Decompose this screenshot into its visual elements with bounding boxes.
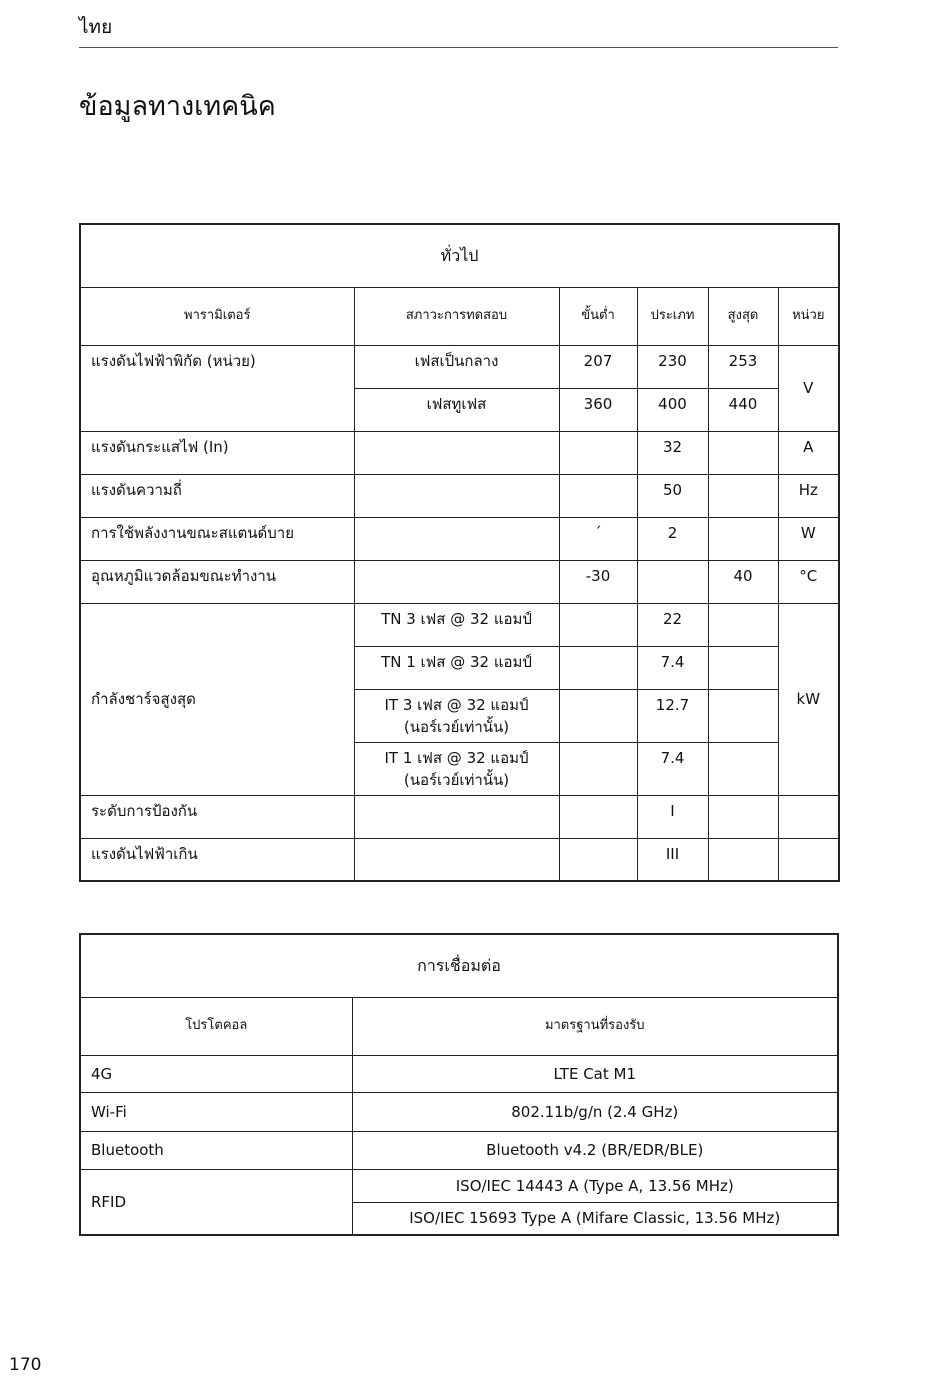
min-value xyxy=(559,431,637,474)
standard-cell: ISO/IEC 15693 Type A (Mifare Classic, 13.56 MHz) xyxy=(352,1202,838,1235)
test-condition xyxy=(354,689,559,742)
column-header: ประเภท xyxy=(637,287,708,345)
min-value xyxy=(559,689,637,742)
column-header: โปรโตคอล xyxy=(80,997,352,1055)
max-value: 253 xyxy=(708,345,778,388)
test-condition xyxy=(354,474,559,517)
general-specs-table xyxy=(79,223,840,882)
table-row xyxy=(80,603,839,646)
typ-value: III xyxy=(637,838,708,881)
unit-value: V xyxy=(778,345,839,431)
column-header: สภาวะการทดสอบ xyxy=(354,287,559,345)
table-row xyxy=(80,345,839,388)
header-divider xyxy=(79,47,838,48)
max-value xyxy=(708,795,778,838)
min-value xyxy=(559,474,637,517)
parameter-label: ระดับการป้องกัน xyxy=(80,795,354,838)
page-number: 170 xyxy=(9,1355,42,1375)
table-caption: ทั่วไป xyxy=(80,224,839,287)
table-row xyxy=(80,431,839,474)
test-condition: TN 1 เฟส @ 32 แอมป์ xyxy=(354,646,559,689)
unit-value: W xyxy=(778,517,839,560)
max-value xyxy=(708,517,778,560)
typ-value: 50 xyxy=(637,474,708,517)
test-condition: เฟสเป็นกลาง xyxy=(354,345,559,388)
min-value: ´ xyxy=(559,517,637,560)
max-value xyxy=(708,689,778,742)
parameter-label: แรงดันความถี่ xyxy=(80,474,354,517)
max-value: 40 xyxy=(708,560,778,603)
max-value xyxy=(708,742,778,795)
parameter-label: อุณหภูมิแวดล้อมขณะทำงาน xyxy=(80,560,354,603)
min-value: -30 xyxy=(559,560,637,603)
column-header: พารามิเตอร์ xyxy=(80,287,354,345)
standard-cell: Bluetooth v4.2 (BR/EDR/BLE) xyxy=(352,1131,838,1169)
max-value: 440 xyxy=(708,388,778,431)
table-header-row xyxy=(80,997,838,1055)
typ-value: I xyxy=(637,795,708,838)
test-condition: TN 3 เฟส @ 32 แอมป์ xyxy=(354,603,559,646)
min-value: 207 xyxy=(559,345,637,388)
typ-value: 12.7 xyxy=(637,689,708,742)
connectivity-table xyxy=(79,933,839,1236)
protocol-cell: Wi-Fi xyxy=(80,1092,352,1131)
parameter-label: แรงดันไฟฟ้าพิกัด (หน่วย) xyxy=(80,345,354,431)
table-row xyxy=(80,838,839,881)
column-header: หน่วย xyxy=(778,287,839,345)
min-value xyxy=(559,742,637,795)
max-value xyxy=(708,646,778,689)
table-row xyxy=(80,560,839,603)
test-condition xyxy=(354,560,559,603)
protocol-cell: RFID xyxy=(80,1169,352,1235)
typ-value: 7.4 xyxy=(637,646,708,689)
column-header: สูงสุด xyxy=(708,287,778,345)
min-value: 360 xyxy=(559,388,637,431)
parameter-label: แรงดันไฟฟ้าเกิน xyxy=(80,838,354,881)
test-condition xyxy=(354,795,559,838)
page-title: ข้อมูลทางเทคนิค xyxy=(79,91,276,122)
table-row xyxy=(80,517,839,560)
max-value xyxy=(708,431,778,474)
max-value xyxy=(708,603,778,646)
unit-value: Hz xyxy=(778,474,839,517)
table-row xyxy=(80,1169,838,1202)
test-condition: เฟสทูเฟส xyxy=(354,388,559,431)
parameter-label: การใช้พลังงานขณะสแตนด์บาย xyxy=(80,517,354,560)
test-condition xyxy=(354,838,559,881)
unit-value xyxy=(778,795,839,838)
table-row xyxy=(80,795,839,838)
parameter-label: กำลังชาร์จสูงสุด xyxy=(80,603,354,795)
condition-note: (นอร์เวย์เท่านั้น) xyxy=(403,770,510,789)
typ-value: 400 xyxy=(637,388,708,431)
table-caption: การเชื่อมต่อ xyxy=(80,934,838,997)
typ-value xyxy=(637,560,708,603)
typ-value: 2 xyxy=(637,517,708,560)
max-value xyxy=(708,838,778,881)
min-value xyxy=(559,795,637,838)
typ-value: 230 xyxy=(637,345,708,388)
table-header-row xyxy=(80,287,839,345)
standard-cell: LTE Cat M1 xyxy=(352,1055,838,1092)
unit-value: A xyxy=(778,431,839,474)
min-value xyxy=(559,603,637,646)
typ-value: 7.4 xyxy=(637,742,708,795)
unit-value: kW xyxy=(778,603,839,795)
parameter-label: แรงดันกระแสไฟ (In) xyxy=(80,431,354,474)
column-header: มาตรฐานที่รองรับ xyxy=(352,997,838,1055)
min-value xyxy=(559,838,637,881)
test-condition xyxy=(354,431,559,474)
column-header: ขั้นต่ำ xyxy=(559,287,637,345)
table-row xyxy=(80,1092,838,1131)
condition-text: IT 3 เฟส @ 32 แอมป์ xyxy=(384,695,529,714)
table-row xyxy=(80,1131,838,1169)
typ-value: 22 xyxy=(637,603,708,646)
unit-value xyxy=(778,838,839,881)
condition-text: IT 1 เฟส @ 32 แอมป์ xyxy=(384,748,529,767)
table-row xyxy=(80,1055,838,1092)
test-condition xyxy=(354,742,559,795)
max-value xyxy=(708,474,778,517)
table-row xyxy=(80,474,839,517)
condition-note: (นอร์เวย์เท่านั้น) xyxy=(403,717,510,736)
standard-cell: ISO/IEC 14443 A (Type A, 13.56 MHz) xyxy=(352,1169,838,1202)
standard-cell: 802.11b/g/n (2.4 GHz) xyxy=(352,1092,838,1131)
unit-value: °C xyxy=(778,560,839,603)
min-value xyxy=(559,646,637,689)
typ-value: 32 xyxy=(637,431,708,474)
protocol-cell: Bluetooth xyxy=(80,1131,352,1169)
header-language: ไทย xyxy=(79,16,113,38)
test-condition xyxy=(354,517,559,560)
protocol-cell: 4G xyxy=(80,1055,352,1092)
